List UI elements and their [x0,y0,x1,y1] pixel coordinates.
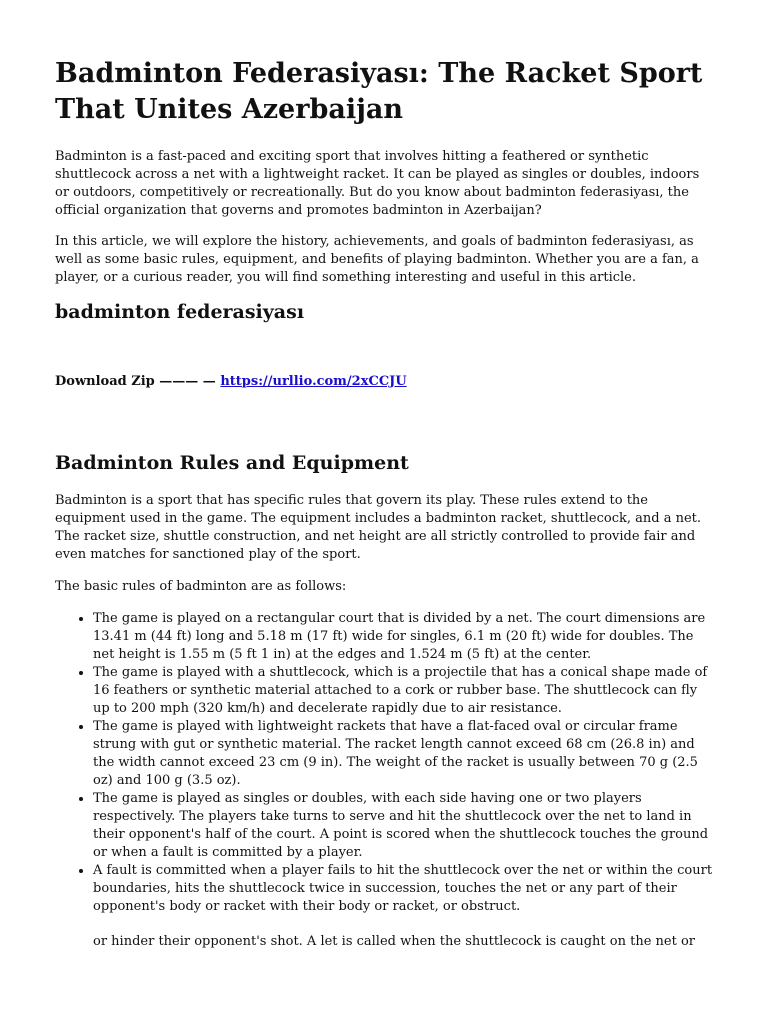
list-item: • The game is played as singles or doubles, with each side having one or two players respectively. The players take turns to serve and hit the shuttlecock over the net to land in their opponent's half of the court. A point is scored when the shuttlecock touches the ground or when a fault is committed by a player. [93,790,715,862]
download-line [55,373,715,391]
rules-intro: The basic rules of badminton are as follows: [55,579,347,594]
rules-list [55,610,715,916]
section-heading: Badminton Rules and Equipment [55,452,409,474]
list-item: • The game is played with lightweight rackets that have a flat-faced oval or circular frame strung with gut or synthetic material. The racket length cannot exceed 68 cm (26.8 in) and the width cannot exceed 23 cm (9 in). The weight of the racket is usually between 70 g (2.5 oz) and 100 g (3.5 oz). [93,718,715,790]
list-item: • A fault is committed when a player fails to hit the shuttlecock over the net or within the court boundaries, hits the shuttlecock twice in succession, touches the net or any part of their opponent's body or racket with their body or racket, or obstruct. [93,862,715,916]
intro-paragraph: In this article, we will explore the history, achievements, and goals of badminton federasiyası, as well as some basic rules, equipment, and benefits of playing badminton. Whether you are a fan, a player, or a curious reader, you will find something interesting and useful in this article. [55,234,699,285]
page-title: Badminton Federasiyası: The Racket Sport That Unites Azerbaijan [55,58,703,125]
keyword-heading: badminton federasiyası [55,301,305,323]
section-paragraph: Badminton is a sport that has specific rules that govern its play. These rules extend to the equipment used in the game. The equipment includes a badminton racket, shuttlecock, and a net. The racket size, shuttle construction, and net height are all strictly controlled to provide fair and even matches for sanctioned play of the sport. [55,493,702,562]
download-label: Download Zip ——— — [55,374,216,389]
download-link[interactable]: https://urllio.com/2xCCJU [220,374,407,389]
list-item: • The game is played with a shuttlecock, which is a projectile that has a conical shape made of 16 feathers or synthetic material attached to a cork or rubber base. The shuttlecock can fly up to 200 mph (320 km/h) and decelerate rapidly due to air resistance. [93,664,715,718]
continuation-text: or hinder their opponent's shot. A let is called when the shuttlecock is caught on the net or [93,934,695,949]
intro-paragraph: Badminton is a fast-paced and exciting sport that involves hitting a feathered or synthetic shuttlecock across a net with a lightweight racket. It can be played as singles or doubles, indoors or outdoors, competitively or recreationally. But do you know about badminton federasiyası, the official organization that governs and promotes badminton in Azerbaijan? [55,149,700,218]
list-item: • The game is played on a rectangular court that is divided by a net. The court dimensions are 13.41 m (44 ft) long and 5.18 m (17 ft) wide for singles, 6.1 m (20 ft) wide for doubles. The net height is 1.55 m (5 ft 1 in) at the edges and 1.524 m (5 ft) at the center. [93,610,715,664]
